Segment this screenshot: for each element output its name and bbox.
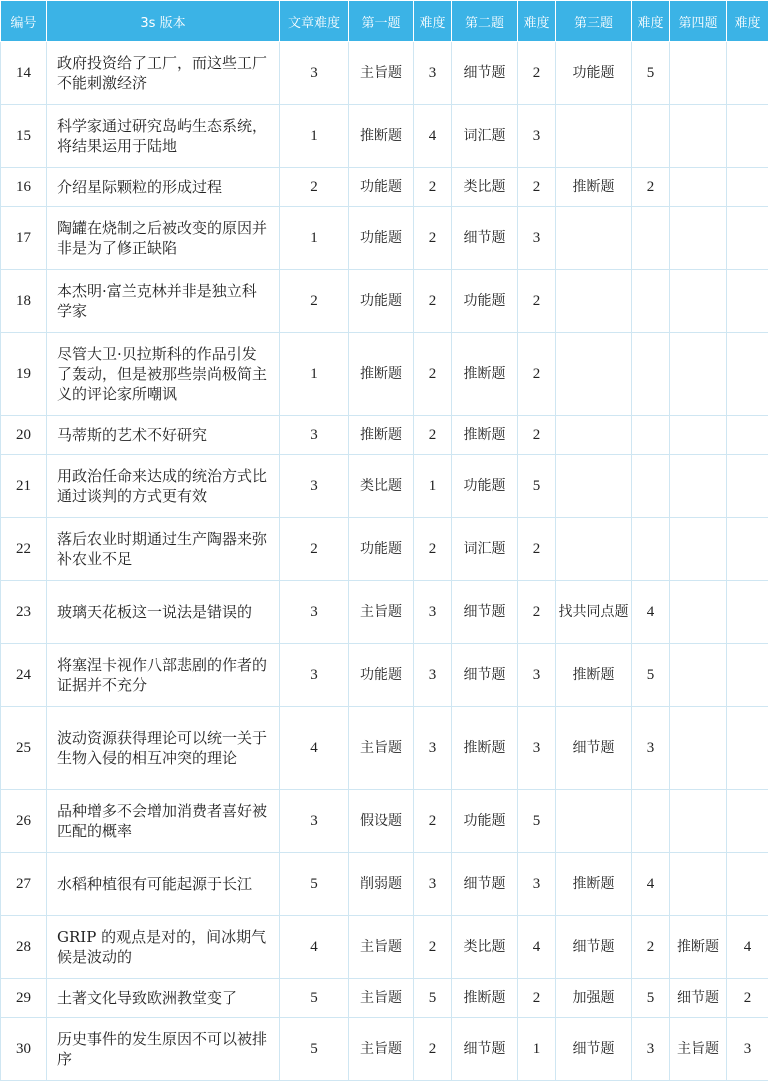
row-q1: 类比题 (349, 455, 414, 518)
header-d4: 难度 (727, 1, 768, 42)
row-d2: 3 (518, 105, 556, 168)
row-d2: 2 (518, 581, 556, 644)
row-q1: 推断题 (349, 333, 414, 416)
row-q3 (556, 270, 632, 333)
row-id: 29 (1, 979, 47, 1018)
row-d1: 3 (414, 581, 452, 644)
row-title: 陶罐在烧制之后被改变的原因并非是为了修正缺陷 (47, 207, 280, 270)
row-d3 (632, 790, 670, 853)
row-d1: 1 (414, 455, 452, 518)
row-q1: 假设题 (349, 790, 414, 853)
row-q1: 功能题 (349, 270, 414, 333)
row-q3: 细节题 (556, 916, 632, 979)
row-article-difficulty: 5 (280, 1018, 349, 1081)
row-d1: 3 (414, 644, 452, 707)
row-d1: 4 (414, 105, 452, 168)
row-q2: 类比题 (452, 916, 518, 979)
row-d3: 3 (632, 1018, 670, 1081)
row-d4 (727, 853, 768, 916)
row-d2: 3 (518, 644, 556, 707)
row-d4 (727, 455, 768, 518)
row-q2: 功能题 (452, 790, 518, 853)
row-id: 16 (1, 168, 47, 207)
row-d3: 5 (632, 979, 670, 1018)
row-d4 (727, 790, 768, 853)
table-row (1, 270, 768, 333)
table-row (1, 416, 768, 455)
table-row (1, 105, 768, 168)
row-q3: 找共同点题 (556, 581, 632, 644)
row-d1: 2 (414, 333, 452, 416)
row-d4 (727, 207, 768, 270)
header-id: 编号 (1, 1, 47, 42)
row-d4: 3 (727, 1018, 768, 1081)
row-title: 土著文化导致欧洲教堂变了 (47, 979, 280, 1018)
row-q1: 推断题 (349, 105, 414, 168)
row-q1: 主旨题 (349, 1018, 414, 1081)
row-q4 (670, 105, 727, 168)
row-q1: 推断题 (349, 416, 414, 455)
row-d3 (632, 207, 670, 270)
row-article-difficulty: 4 (280, 916, 349, 979)
row-id: 28 (1, 916, 47, 979)
row-d4 (727, 416, 768, 455)
row-id: 21 (1, 455, 47, 518)
row-d2: 2 (518, 518, 556, 581)
row-article-difficulty: 1 (280, 207, 349, 270)
table-row (1, 707, 768, 790)
row-d3: 2 (632, 168, 670, 207)
row-d3 (632, 518, 670, 581)
row-id: 27 (1, 853, 47, 916)
row-title: 落后农业时期通过生产陶器来弥补农业不足 (47, 518, 280, 581)
row-q1: 功能题 (349, 168, 414, 207)
row-article-difficulty: 2 (280, 270, 349, 333)
row-q1: 功能题 (349, 644, 414, 707)
row-q4 (670, 518, 727, 581)
row-d1: 2 (414, 790, 452, 853)
table-row (1, 1018, 768, 1081)
table-row (1, 207, 768, 270)
row-article-difficulty: 3 (280, 42, 349, 105)
row-d2: 2 (518, 416, 556, 455)
row-q2: 推断题 (452, 707, 518, 790)
row-q1: 主旨题 (349, 581, 414, 644)
row-d4 (727, 518, 768, 581)
row-q3: 推断题 (556, 853, 632, 916)
row-q2: 细节题 (452, 581, 518, 644)
row-id: 26 (1, 790, 47, 853)
header-row (1, 1, 768, 42)
row-article-difficulty: 3 (280, 790, 349, 853)
header-d2: 难度 (518, 1, 556, 42)
row-article-difficulty: 3 (280, 644, 349, 707)
row-q4: 细节题 (670, 979, 727, 1018)
row-d4 (727, 644, 768, 707)
row-d3: 4 (632, 581, 670, 644)
row-article-difficulty: 1 (280, 333, 349, 416)
row-q1: 功能题 (349, 207, 414, 270)
row-id: 15 (1, 105, 47, 168)
row-d3: 4 (632, 853, 670, 916)
row-id: 14 (1, 42, 47, 105)
row-q3 (556, 207, 632, 270)
row-article-difficulty: 3 (280, 581, 349, 644)
row-q4 (670, 644, 727, 707)
table-row (1, 916, 768, 979)
table-row (1, 790, 768, 853)
row-d2: 3 (518, 853, 556, 916)
row-title: 波动资源获得理论可以统一关于生物入侵的相互冲突的理论 (47, 707, 280, 790)
row-d3 (632, 416, 670, 455)
row-article-difficulty: 4 (280, 707, 349, 790)
row-q4 (670, 42, 727, 105)
row-q4 (670, 455, 727, 518)
row-q4 (670, 207, 727, 270)
row-q4 (670, 416, 727, 455)
table-row (1, 644, 768, 707)
row-d4 (727, 105, 768, 168)
table-row (1, 455, 768, 518)
row-d3 (632, 333, 670, 416)
header-q3: 第三题 (556, 1, 632, 42)
header-version: 3s 版本 (47, 1, 280, 42)
row-q3: 加强题 (556, 979, 632, 1018)
row-title: 用政治任命来达成的统治方式比通过谈判的方式更有效 (47, 455, 280, 518)
row-q2: 细节题 (452, 42, 518, 105)
row-q4 (670, 270, 727, 333)
row-q3: 推断题 (556, 644, 632, 707)
row-d4 (727, 707, 768, 790)
row-id: 24 (1, 644, 47, 707)
row-d2: 2 (518, 270, 556, 333)
row-id: 30 (1, 1018, 47, 1081)
row-q2: 细节题 (452, 853, 518, 916)
row-d1: 3 (414, 853, 452, 916)
table-row (1, 979, 768, 1018)
row-title: 水稻种植很有可能起源于长江 (47, 853, 280, 916)
row-d2: 5 (518, 790, 556, 853)
row-d3: 5 (632, 42, 670, 105)
row-title: 科学家通过研究岛屿生态系统，将结果运用于陆地 (47, 105, 280, 168)
row-q4 (670, 853, 727, 916)
row-q1: 主旨题 (349, 916, 414, 979)
row-q2: 词汇题 (452, 105, 518, 168)
row-d2: 3 (518, 207, 556, 270)
row-q2: 推断题 (452, 416, 518, 455)
row-q1: 削弱题 (349, 853, 414, 916)
row-q3: 细节题 (556, 1018, 632, 1081)
row-d1: 3 (414, 42, 452, 105)
table-row (1, 42, 768, 105)
row-article-difficulty: 2 (280, 168, 349, 207)
row-title: 介绍星际颗粒的形成过程 (47, 168, 280, 207)
row-d1: 2 (414, 168, 452, 207)
row-d2: 3 (518, 707, 556, 790)
row-id: 22 (1, 518, 47, 581)
row-title: 将塞涅卡视作八部悲剧的作者的证据并不充分 (47, 644, 280, 707)
row-d2: 1 (518, 1018, 556, 1081)
row-q4: 推断题 (670, 916, 727, 979)
row-article-difficulty: 5 (280, 979, 349, 1018)
row-q3: 推断题 (556, 168, 632, 207)
row-article-difficulty: 3 (280, 455, 349, 518)
row-q3 (556, 416, 632, 455)
row-d3 (632, 105, 670, 168)
row-title: 玻璃天花板这一说法是错误的 (47, 581, 280, 644)
table-body (1, 42, 768, 1081)
row-d2: 2 (518, 333, 556, 416)
row-q4 (670, 707, 727, 790)
row-title: 历史事件的发生原因不可以被排序 (47, 1018, 280, 1081)
row-d1: 2 (414, 518, 452, 581)
row-d4 (727, 168, 768, 207)
row-title: 政府投资给了工厂，而这些工厂不能刺激经济 (47, 42, 280, 105)
row-article-difficulty: 2 (280, 518, 349, 581)
row-q3 (556, 518, 632, 581)
header-q4: 第四题 (670, 1, 727, 42)
table-row (1, 518, 768, 581)
row-id: 17 (1, 207, 47, 270)
row-article-difficulty: 3 (280, 416, 349, 455)
row-id: 19 (1, 333, 47, 416)
row-d3: 3 (632, 707, 670, 790)
row-d1: 3 (414, 707, 452, 790)
row-d2: 2 (518, 168, 556, 207)
row-q2: 类比题 (452, 168, 518, 207)
row-d4 (727, 333, 768, 416)
header-article-difficulty: 文章难度 (280, 1, 349, 42)
header-d1: 难度 (414, 1, 452, 42)
row-d3: 5 (632, 644, 670, 707)
row-d1: 2 (414, 207, 452, 270)
row-title: 本杰明·富兰克林并非是独立科学家 (47, 270, 280, 333)
row-q2: 功能题 (452, 455, 518, 518)
row-article-difficulty: 5 (280, 853, 349, 916)
table-row (1, 333, 768, 416)
row-q4: 主旨题 (670, 1018, 727, 1081)
row-title: 尽管大卫·贝拉斯科的作品引发了轰动，但是被那些崇尚极简主义的评论家所嘲讽 (47, 333, 280, 416)
row-q3: 功能题 (556, 42, 632, 105)
row-d4 (727, 42, 768, 105)
row-id: 20 (1, 416, 47, 455)
row-d3: 2 (632, 916, 670, 979)
row-d1: 5 (414, 979, 452, 1018)
row-title: 马蒂斯的艺术不好研究 (47, 416, 280, 455)
row-id: 25 (1, 707, 47, 790)
row-q3 (556, 455, 632, 518)
row-q4 (670, 790, 727, 853)
row-d1: 2 (414, 416, 452, 455)
row-q2: 词汇题 (452, 518, 518, 581)
row-d4: 4 (727, 916, 768, 979)
row-d3 (632, 455, 670, 518)
row-d4 (727, 581, 768, 644)
row-q1: 主旨题 (349, 42, 414, 105)
row-d3 (632, 270, 670, 333)
table-row (1, 853, 768, 916)
row-q2: 细节题 (452, 644, 518, 707)
row-q2: 功能题 (452, 270, 518, 333)
header-d3: 难度 (632, 1, 670, 42)
row-q4 (670, 581, 727, 644)
row-d1: 2 (414, 270, 452, 333)
row-q2: 细节题 (452, 207, 518, 270)
row-q2: 推断题 (452, 333, 518, 416)
row-d2: 2 (518, 979, 556, 1018)
row-id: 18 (1, 270, 47, 333)
row-d2: 2 (518, 42, 556, 105)
row-q3 (556, 333, 632, 416)
row-q3: 细节题 (556, 707, 632, 790)
row-d4: 2 (727, 979, 768, 1018)
row-q2: 推断题 (452, 979, 518, 1018)
row-q1: 主旨题 (349, 979, 414, 1018)
row-title: GRIP 的观点是对的，间冰期气候是波动的 (47, 916, 280, 979)
row-article-difficulty: 1 (280, 105, 349, 168)
row-q3 (556, 105, 632, 168)
row-q2: 细节题 (452, 1018, 518, 1081)
row-q4 (670, 333, 727, 416)
row-id: 23 (1, 581, 47, 644)
row-q4 (670, 168, 727, 207)
row-d4 (727, 270, 768, 333)
table-row (1, 581, 768, 644)
table-row (1, 168, 768, 207)
row-q1: 功能题 (349, 518, 414, 581)
row-q3 (556, 790, 632, 853)
row-d1: 2 (414, 1018, 452, 1081)
header-q1: 第一题 (349, 1, 414, 42)
row-d2: 5 (518, 455, 556, 518)
row-q1: 主旨题 (349, 707, 414, 790)
header-q2: 第二题 (452, 1, 518, 42)
row-d1: 2 (414, 916, 452, 979)
row-d2: 4 (518, 916, 556, 979)
row-title: 品种增多不会增加消费者喜好被匹配的概率 (47, 790, 280, 853)
